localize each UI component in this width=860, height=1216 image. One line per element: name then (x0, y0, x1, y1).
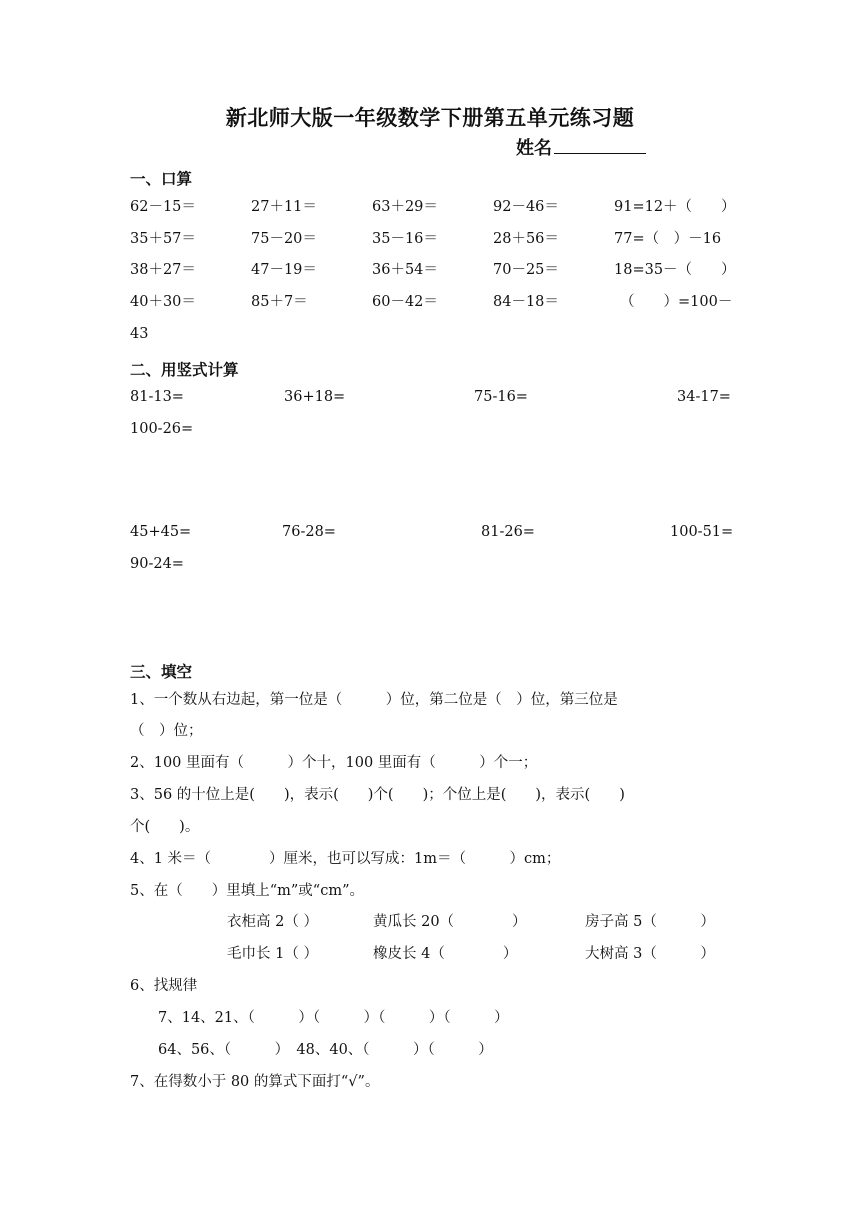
oral-item-wrap: 43 (130, 326, 149, 342)
oral-item: 35－16＝ (372, 231, 438, 247)
vertical-calc-item: 81-26= (481, 524, 535, 540)
vertical-calc-item: 81-13= (130, 389, 184, 405)
question-7: 7、在得数小于 80 的算式下面打“√”。 (130, 1074, 380, 1090)
unit-item: 毛巾长 1（ ） (227, 946, 318, 962)
oral-item: 63＋29＝ (372, 199, 438, 215)
name-field (516, 134, 646, 160)
unit-item: 橡皮长 4（ ） (373, 946, 518, 962)
unit-item: 衣柜高 2（ ） (227, 914, 318, 930)
vertical-calc-item: 75-16= (474, 389, 528, 405)
unit-item: 大树高 3（ ） (585, 946, 715, 962)
question-3: 3、56 的十位上是( )，表示( )个( )；个位上是( )，表示( ) (130, 787, 625, 803)
vertical-calc-item: 45+45= (130, 524, 192, 540)
oral-item: 62－15＝ (130, 199, 196, 215)
section-2-heading: 二、用竖式计算 (130, 360, 239, 379)
question-1: 1、一个数从右边起，第一位是（ ）位，第二位是（ ）位，第三位是 (130, 692, 618, 708)
pattern-sequence-2: 64、56、（ ） 48、40、（ ）（ ） (158, 1042, 493, 1058)
unit-item: 房子高 5（ ） (585, 914, 715, 930)
oral-item: 47－19＝ (251, 262, 317, 278)
oral-item: 60－42＝ (372, 294, 438, 310)
vertical-calc-item: 100-26= (130, 421, 194, 437)
pattern-sequence-1: 7、14、21、（ ）（ ）（ ）（ ） (158, 1010, 509, 1026)
oral-item: 40＋30＝ (130, 294, 196, 310)
oral-item: 38＋27＝ (130, 262, 196, 278)
question-4: 4、1 米＝（ ）厘米，也可以写成：1m＝（ ）cm； (130, 851, 561, 867)
oral-item: 77=（ ）－16 (614, 231, 722, 247)
oral-item: 28＋56＝ (493, 231, 559, 247)
vertical-calc-item: 76-28= (282, 524, 336, 540)
oral-item: 91=12＋（ ） (614, 199, 736, 215)
page-title: 新北师大版一年级数学下册第五单元练习题 (225, 105, 635, 130)
oral-item: 70－25＝ (493, 262, 559, 278)
oral-item: 18=35－（ ） (614, 262, 736, 278)
oral-item: 85＋7＝ (251, 294, 308, 310)
section-1-heading: 一、口算 (130, 169, 193, 188)
question-3-cont: 个( )。 (130, 819, 200, 835)
question-1-cont: （ ）位； (130, 723, 203, 739)
oral-item: 92－46＝ (493, 199, 559, 215)
oral-item: 84－18＝ (493, 294, 559, 310)
question-6: 6、找规律 (130, 978, 198, 994)
vertical-calc-item: 34-17= (677, 389, 731, 405)
oral-item: （ ）=100－ (620, 294, 733, 310)
oral-item: 35＋57＝ (130, 231, 196, 247)
name-label: 姓名 (516, 138, 552, 159)
oral-item: 27＋11＝ (251, 199, 317, 215)
section-3-heading: 三、填空 (130, 662, 193, 681)
vertical-calc-item: 100-51= (670, 524, 734, 540)
oral-item: 36＋54＝ (372, 262, 438, 278)
name-blank[interactable] (554, 137, 646, 154)
question-5: 5、在（ ）里填上“m”或“cm”。 (130, 883, 364, 899)
question-2: 2、100 里面有（ ）个十，100 里面有（ ）个一； (130, 755, 538, 771)
vertical-calc-item: 90-24= (130, 556, 184, 572)
vertical-calc-item: 36+18= (284, 389, 346, 405)
unit-item: 黄瓜长 20（ ） (373, 914, 527, 930)
oral-item: 75－20＝ (251, 231, 317, 247)
